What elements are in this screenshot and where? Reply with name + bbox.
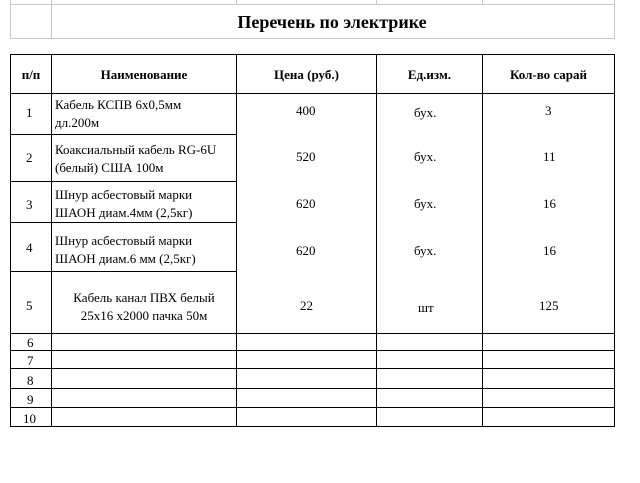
item-price: 400 [296,103,316,118]
item-name-line2: ШАОН диам.6 мм (2,5кг) [55,251,196,266]
table-row-num-cell [10,134,52,182]
qty-column [482,93,615,334]
grid-line [376,0,377,5]
header-name: Наименование [100,67,188,82]
item-qty: 11 [543,149,556,164]
header-name-cell [51,54,237,94]
table-row-num-cell [10,222,52,272]
header-qty-cell [482,54,615,94]
row-num: 9 [27,392,34,407]
item-qty: 16 [543,196,556,211]
item-name-line1: Кабель канал ПВХ белый [73,290,215,305]
item-unit: бух. [414,149,437,164]
item-name-line1: Шнур асбестовый марки [55,233,193,248]
unit-column [376,93,483,334]
table-row-name-cell [51,134,237,182]
item-price: 620 [296,243,316,258]
item-name-line2: ШАОН диам.4мм (2,5кг) [55,205,193,220]
header-unit: Ед.изм. [407,67,452,82]
column-divider [51,333,52,427]
item-unit: бух. [414,243,437,258]
column-divider [376,333,377,427]
item-unit: бух. [414,196,437,211]
table-row-num-cell [10,181,52,223]
table-row-name-cell [51,222,237,272]
row-num: 1 [26,105,33,120]
row-num: 6 [27,335,34,350]
table-row [10,350,615,369]
item-price: 22 [300,298,313,313]
grid-line [482,0,483,5]
table-row [10,388,615,408]
header-price-cell [236,54,377,94]
item-price: 520 [296,149,316,164]
row-num: 10 [23,411,36,426]
item-name-line2: дл.200м [55,115,100,130]
item-qty: 3 [545,103,552,118]
item-name-line2: (белый) США 100м [55,160,164,175]
grid-line [236,0,237,5]
grid-line [10,0,11,38]
table-row-num-cell [10,271,52,334]
row-num: 4 [26,240,33,255]
table-row-name-cell [51,271,237,334]
row-num: 2 [26,150,33,165]
price-column [236,93,377,334]
table-row [10,333,615,351]
header-unit-cell [376,54,483,94]
header-num: п/п [21,67,41,82]
item-name-line1: Кабель КСПВ 6х0,5мм [55,97,182,112]
header-price: Цена (руб.) [274,67,339,82]
header-qty: Кол-во сарай [509,67,588,82]
table-row [10,368,615,389]
item-unit: бух. [414,105,437,120]
table-row-name-cell [51,93,237,135]
table-row-name-cell [51,181,237,223]
grid-line [10,4,615,5]
item-unit: шт [418,300,434,315]
table-row-num-cell [10,93,52,135]
item-name-line2: 25х16 х2000 пачка 50м [80,308,208,323]
table-row [10,407,615,427]
item-qty: 16 [543,243,556,258]
row-num: 8 [27,373,34,388]
grid-line [10,38,615,39]
page-title: Перечень по электрике [237,12,427,32]
row-num: 3 [26,197,33,212]
item-price: 620 [296,196,316,211]
item-name-line1: Коаксиальный кабель RG-6U [55,142,217,157]
column-divider [482,333,483,427]
item-qty: 125 [539,298,559,313]
row-num: 7 [27,353,34,368]
grid-line [614,0,615,38]
column-divider [236,333,237,427]
item-name-line1: Шнур асбестовый марки [55,187,193,202]
row-num: 5 [26,298,33,313]
header-num-cell [10,54,52,94]
